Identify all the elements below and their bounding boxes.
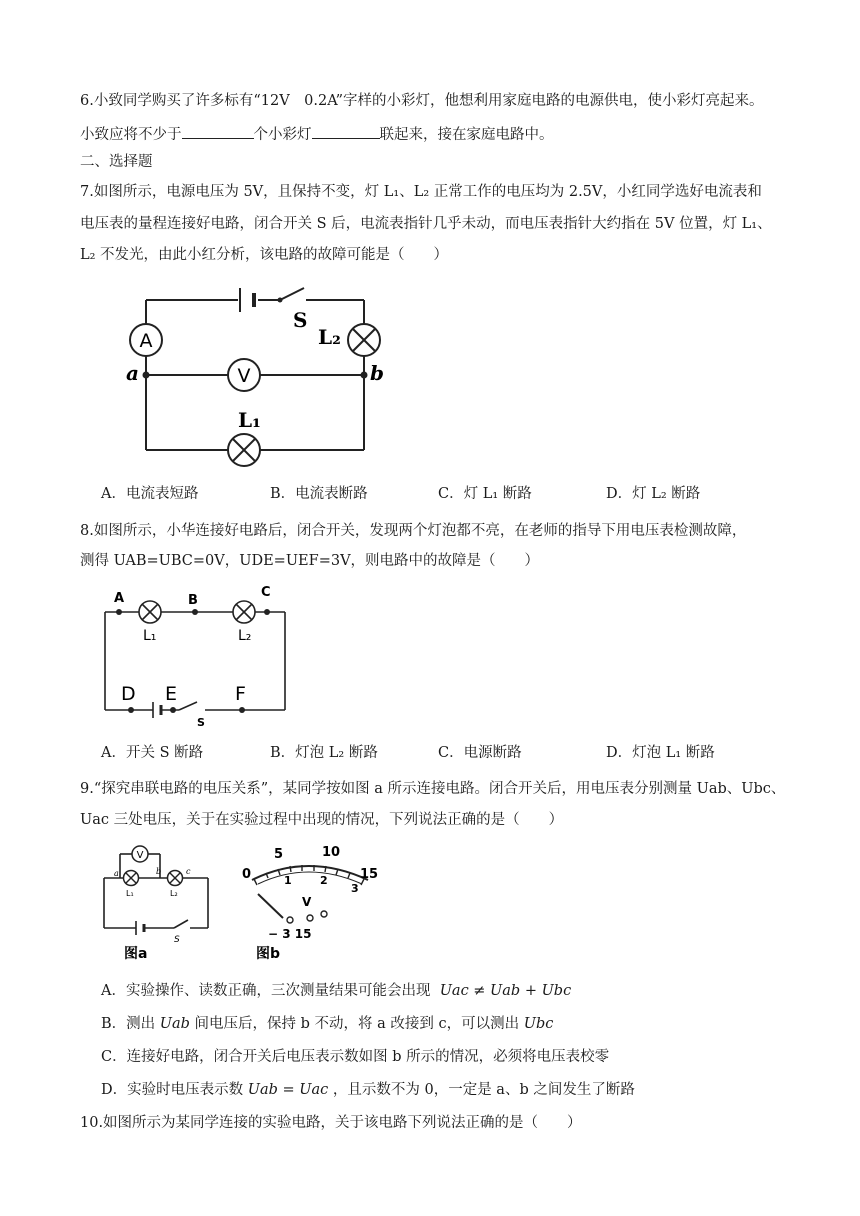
switch-label: S xyxy=(293,308,308,332)
terminal-minus xyxy=(287,917,293,923)
figure-a-caption: 图a xyxy=(124,946,148,962)
node-a xyxy=(143,372,150,379)
label-d: D xyxy=(121,683,136,705)
scale-top-15: 15 xyxy=(360,867,378,882)
q8-option-b[interactable]: B．灯泡 L₂ 断路 xyxy=(270,745,378,761)
node-d xyxy=(128,707,134,713)
figure-b-caption: 图b xyxy=(256,946,281,962)
label-l2: L₂ xyxy=(238,628,252,644)
scale-top-0: 0 xyxy=(242,867,252,882)
q7-line1: 7.如图所示，电源电压为 5V，且保持不变，灯 L₁、L₂ 正常工作的电压均为 2.5V，小红同学选好电流表和 xyxy=(80,184,762,200)
q10-line1: 10.如图所示为某同学连接的实验电路，关于该电路下列说法正确的是（ ） xyxy=(80,1115,582,1131)
dial-pointer xyxy=(258,894,283,918)
node-c xyxy=(264,609,270,615)
q9-option-b-formula1: Uab xyxy=(159,1016,190,1032)
q6-line2 xyxy=(80,122,554,145)
node-a-label: a xyxy=(114,869,119,878)
q6-line2-c: 联起来，接在家庭电路中。 xyxy=(379,127,554,143)
q9-option-d[interactable] xyxy=(101,1080,635,1100)
switch-label: S xyxy=(174,935,180,945)
node-a xyxy=(116,609,122,615)
voltmeter-label: V xyxy=(136,850,144,861)
node-b xyxy=(361,372,368,379)
q9-option-d-text1: D．实验时电压表示数 xyxy=(101,1082,244,1098)
q9-option-a-formula: Uac ≠ Uab + Ubc xyxy=(439,983,572,999)
q9-option-b-text2: 间电压后，保持 b 不动，将 a 改接到 c，可以测出 xyxy=(194,1016,520,1032)
lamp-l2-label: L₂ xyxy=(318,325,341,349)
q6-line2-b: 个小彩灯 xyxy=(253,127,312,143)
q7-option-a[interactable]: A．电流表短路 xyxy=(101,486,199,502)
q9-option-b-formula2: Ubc xyxy=(523,1016,554,1032)
scale-bottom-3: 3 xyxy=(351,882,359,895)
q8-circuit-diagram xyxy=(95,582,295,727)
node-b-label: b xyxy=(156,867,162,876)
q9-option-a-text: A．实验操作、读数正确，三次测量结果可能会出现 xyxy=(101,983,431,999)
q6-line2-a: 小致应将不少于 xyxy=(80,127,182,143)
node-b-label: b xyxy=(370,361,384,385)
label-a: A xyxy=(114,591,125,606)
q9-option-d-formula: Uab = Uac xyxy=(247,1082,329,1098)
q8-option-c[interactable]: C．电源断路 xyxy=(438,745,522,761)
q6-line1: 6.小致同学购买了许多标有“12V 0.2A”字样的小彩灯，他想利用家庭电路的电源供电，使小彩灯亮起来。 xyxy=(80,93,764,109)
q7-line2: 电压表的量程连接好电路，闭合开关 S 后，电流表指针几乎未动，而电压表指针大约指在 5V 位置，灯 L₁、 xyxy=(80,216,772,232)
q9-option-a[interactable] xyxy=(101,981,571,1001)
q7-circuit-diagram xyxy=(110,280,390,470)
label-e: E xyxy=(165,683,178,705)
lamp-l1-label: L₁ xyxy=(126,889,134,898)
q9-figure-a xyxy=(98,842,218,962)
switch-pivot xyxy=(278,298,283,303)
dial-v-label: V xyxy=(302,895,312,909)
label-s: S xyxy=(197,716,205,727)
lamp-l1-label: L₁ xyxy=(238,408,261,432)
q9-line2: Uac 三处电压，关于在实验过程中出现的情况，下列说法正确的是（ ） xyxy=(80,812,564,828)
q9-figure-b-voltmeter-dial xyxy=(238,842,378,962)
q7-line3: L₂ 不发光，由此小红分析，该电路的故障可能是（ ） xyxy=(80,247,449,263)
scale-top-5: 5 xyxy=(274,847,284,862)
scale-bottom-2: 2 xyxy=(320,874,328,887)
q6-blank-count xyxy=(182,122,254,139)
q9-option-c[interactable]: C．连接好电路，闭合开关后电压表示数如图 b 所示的情况，必须将电压表校零 xyxy=(101,1049,610,1065)
q9-option-d-text2: ，且示数不为 0，一定是 a、b 之间发生了断路 xyxy=(332,1082,635,1098)
scale-bottom-1: 1 xyxy=(284,874,292,887)
q7-option-d[interactable]: D．灯 L₂ 断路 xyxy=(606,486,701,502)
lamp-l2-label: L₂ xyxy=(170,889,178,898)
q8-line1: 8.如图所示，小华连接好电路后，闭合开关，发现两个灯泡都不亮，在老师的指导下用电压表检测故障， xyxy=(80,523,747,539)
node-b xyxy=(192,609,198,615)
q7-option-c[interactable]: C．灯 L₁ 断路 xyxy=(438,486,532,502)
q8-option-d[interactable]: D．灯泡 L₁ 断路 xyxy=(606,745,715,761)
node-f xyxy=(239,707,245,713)
label-c: C xyxy=(261,585,271,600)
terminal-labels: − 3 15 xyxy=(268,927,312,941)
q8-line2: 测得 UAB=UBC=0V，UDE=UEF=3V，则电路中的故障是（ ） xyxy=(80,553,540,569)
label-b: B xyxy=(188,593,198,608)
q6-blank-type xyxy=(312,122,380,139)
q9-line1: 9.“探究串联电路的电压关系”，某同学按如图 a 所示连接电路。闭合开关后，用电压表分别测量 Uab、Ubc、 xyxy=(80,781,786,797)
section-title: 二、选择题 xyxy=(80,154,153,170)
terminal-15 xyxy=(321,911,327,917)
label-f: F xyxy=(235,683,246,705)
q8-option-a[interactable]: A．开关 S 断路 xyxy=(101,745,204,761)
label-l1: L₁ xyxy=(143,628,157,644)
q7-option-b[interactable]: B．电流表断路 xyxy=(270,486,368,502)
node-a-label: a xyxy=(126,361,139,385)
q9-option-b[interactable] xyxy=(101,1014,553,1034)
voltmeter-label: V xyxy=(237,365,251,387)
scale-top-10: 10 xyxy=(322,845,341,860)
node-e xyxy=(170,707,176,713)
node-c-label: c xyxy=(186,867,191,876)
ammeter-label: A xyxy=(139,330,153,352)
terminal-3 xyxy=(307,915,313,921)
q9-option-b-text1: B．测出 xyxy=(101,1016,156,1032)
